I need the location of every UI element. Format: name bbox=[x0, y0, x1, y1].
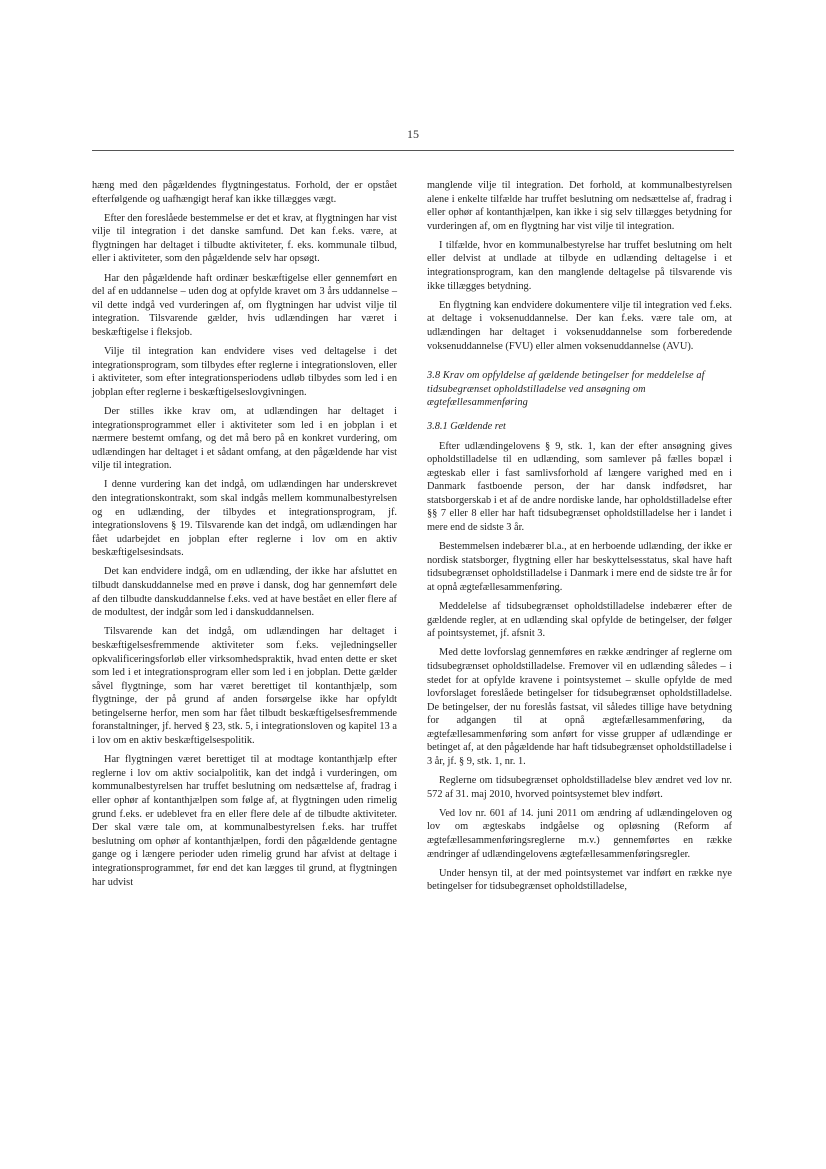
paragraph: Det kan endvidere indgå, om en udlænding, der ikke har afsluttet en tilbudt danskuddannelse med en prøve i dansk, dog har gennemført dele af den tilbudte danskuddannelse f.eks. ved at have bestået en eller flere af de modultest, der indgår som led i danskuddannelsen. bbox=[92, 566, 397, 619]
paragraph: Ved lov nr. 601 af 14. juni 2011 om ændring af udlændingeloven og lov om ægteskabs indgåelse og opløsning (Reform af ægtefællesammenføringsreglerne m.v.) gennemførtes en række ændringer af udlændingelovens ægtefællesammenføringsregler. bbox=[427, 807, 732, 860]
paragraph: Efter udlændingelovens § 9, stk. 1, kan der efter ansøgning gives opholdstilladelse til en udlænding, som samlever på fælles bopæl i ægteskab eller i fast samlivsforhold af længere varighed med en i Danmark fastboende person, der har dansk indfødsret, har statsborgerskab i et af de andre nordiske lande, har opholdstilladelse efter §§ 7 eller 8 eller har haft tidsubegrænset opholdstilladelse her i landet i mere end de sidste 3 år. bbox=[427, 440, 732, 534]
paragraph: manglende vilje til integration. Det forhold, at kommunalbestyrelsen alene i enkelte tilfælde har truffet beslutning om nedsættelse af, fradrag i eller ophør af kontanthjælpen, kan ikke i sig selv tillægges betydning for vurderingen af, om en flygtning har vist vilje til integration. bbox=[427, 180, 732, 232]
paragraph: Meddelelse af tidsubegrænset opholdstilladelse indebærer efter de gældende regler, at en udlænding skal opfylde de betingelser, der følger af pointsystemet, jf. afsnit 3. bbox=[427, 601, 732, 640]
header-rule bbox=[92, 150, 734, 151]
paragraph: Vilje til integration kan endvidere vises ved deltagelse i det integrationsprogram, som tilbydes efter reglerne i integrationsloven, eller i aktiviteter, som efter integrationsperiodens udløb tilbydes som led i en jobplan efter reglerne i beskæftigelseslovgivningen. bbox=[92, 346, 397, 398]
paragraph: Tilsvarende kan det indgå, om udlændingen har deltaget i beskæftigelsesfremmende aktiviteter som f.eks. vejledningseller opkvalificeringsforløb eller virksomhedspraktik, hvad enten dette er sket som led i et integrationsprogram eller som led i en jobplan. Dette gælder såvel flygtninge, som har været berettiget til kontanthjælp, som flygtninge, der på grund af anden forsørgelse ikke har opfyldt betingelserne herfor, men som har fået tilbudt beskæftigelsesfremmende foranstaltninger, jf. herved § 23, stk. 5, i integrationsloven og kapitel 13 a i lov om en aktiv beskæftigelsespolitik. bbox=[92, 626, 397, 747]
page-number: 15 bbox=[407, 127, 419, 141]
paragraph: I tilfælde, hvor en kommunalbestyrelse har truffet beslutning om helt eller delvist at undlade at tilbyde en udlænding deltagelse i et integrationsprogram, kan den manglende deltagelse på tilsvarende vis ikke tillægges betydning. bbox=[427, 239, 732, 292]
right-column bbox=[427, 179, 732, 899]
paragraph: I denne vurdering kan det indgå, om udlændingen har underskrevet den integrationskontrakt, som skal indgås mellem kommunalbestyrelsen og en udlænding, der tilbydes et integrationsprogram, jf. integrationslovens § 19. Tilsvarende kan det indgå, om udlændingen har fået udarbejdet en jobplan efter reglerne i lov om en aktiv beskæftigelsesindsats. bbox=[92, 479, 397, 559]
left-column bbox=[92, 179, 397, 895]
paragraph: Under hensyn til, at der med pointsystemet var indført en række nye betingelser for tidsubegrænset opholdstilladelse, bbox=[427, 867, 732, 893]
paragraph: Der stilles ikke krav om, at udlændingen har deltaget i integrationsprogrammet eller i aktiviteter som led i en jobplan i et nærmere bestemt omfang, og det må bero på en konkret vurdering, om udlændingen har deltaget i et sådant omfang, at den pågældende har vist vilje til integration. bbox=[92, 405, 397, 472]
paragraph: Med dette lovforslag gennemføres en række ændringer af reglerne om tidsubegrænset opholdstilladelse. Fremover vil en udlænding således – i stedet for at opfylde kravene i pointsystemet – skulle opfylde de med lovforslaget foreslåede betingelser for tidsubegrænset opholdstilladelse. De betingelser, der nu foreslås fastsat, vil således tillige have betydning for adgangen til at opnå ægtefællesammenføring, da ægtefællesammenføring som anført for visse grupper af udlændinge er betinget af, at den pågældende har haft tidsubegrænset opholdstilladelse i 3 år, jf. § 9, stk. 1, nr. 1. bbox=[427, 647, 732, 768]
paragraph: Har flygtningen været berettiget til at modtage kontanthjælp efter reglerne i lov om aktiv socialpolitik, kan det indgå i vurderingen, om kommunalbestyrelsen har truffet beslutning om nedsættelse af, fradrag i eller ophør af kontanthjælpen som følge af, at flygtningen uden rimelig grund f.eks. er udeblevet fra en eller flere dele af de tilbudte aktiviteter. Der skal være tale om, at kommunalbestyrelsen f.eks. har truffet beslutning om ophør af kontanthjælpen, fordi den pågældende gentagne gange og i længere perioder uden rimelig grund har afvist at deltage i integrationsprogrammet, før end det kan lægges til grund, at flygtningen har udvist bbox=[92, 754, 397, 888]
paragraph: hæng med den pågældendes flygtningestatus. Forhold, der er opstået efterfølgende og uafhængigt heraf kan ikke tillægges vægt. bbox=[92, 180, 397, 205]
paragraph: En flygtning kan endvidere dokumentere vilje til integration ved f.eks. at deltage i voksenuddannelse. Der kan f.eks. være tale om, at udlændingen har deltaget i voksenuddannelse som forberedende voksenuddannelse (FVU) eller almen voksenuddannelse (AVU). bbox=[427, 299, 732, 352]
subsection-heading: 3.8.1 Gældende ret bbox=[427, 420, 506, 432]
paragraph: Reglerne om tidsubegrænset opholdstilladelse blev ændret ved lov nr. 572 af 31. maj 2010, hvorved pointsystemet blev indført. bbox=[427, 775, 732, 800]
paragraph: Har den pågældende haft ordinær beskæftigelse eller gennemført en del af en uddannelse – uden dog at opfylde kravet om 3 års uddannelse – vil dette indgå ved vurderingen af, om flygtningen har udvist vilje til integration. Tilsvarende gælder, hvis udlændingen har været i beskæftigelse i fleksjob. bbox=[92, 272, 397, 338]
section-heading: 3.8 Krav om opfyldelse af gældende betingelser for meddelelse af tidsubegrænset opholdstilladelse ved ansøgning om ægtefællesammenføring bbox=[427, 370, 705, 409]
paragraph: Bestemmelsen indebærer bl.a., at en herboende udlænding, der ikke er nordisk statsborger, flygtning eller har beskyttelsesstatus, skal have haft tidsubegrænset opholdstilladelse i Danmark i mere end de sidste tre år for at opnå ægtefællesammenføring. bbox=[427, 541, 732, 593]
paragraph: Efter den foreslåede bestemmelse er det et krav, at flygtningen har vist vilje til integration i det danske samfund. Det kan f.eks. være, at flygtningen har deltaget i tilbudte aktiviteter, f. eks. kommunale tilbud, eller i aktiviteter, som den pågældende selv har opsøgt. bbox=[92, 212, 397, 265]
